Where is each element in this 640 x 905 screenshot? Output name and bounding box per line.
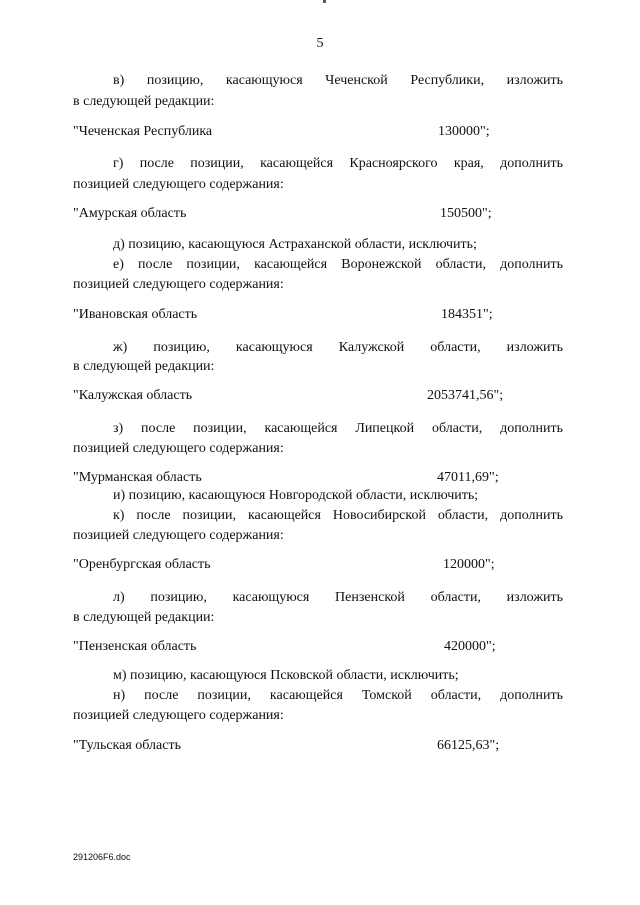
entry-chechen-value: 130000"; xyxy=(438,124,490,139)
entry-ivanovo-name: "Ивановская область xyxy=(73,307,198,322)
entry-murmansk-value: 47011,69"; xyxy=(437,470,499,485)
entry-chechen-name: "Чеченская Республика xyxy=(73,124,213,139)
entry-penza-name: "Пензенская область xyxy=(73,639,197,654)
paragraph-n-line-1: н) после позиции, касающейся Томской области, дополнить xyxy=(113,688,563,703)
paragraph-v-line-2: в следующей редакции: xyxy=(73,94,215,109)
entry-tula-name: "Тульская область xyxy=(73,738,181,753)
scan-speck xyxy=(323,0,326,3)
paragraph-n-line-2: позицией следующего содержания: xyxy=(73,708,284,723)
entry-tula-value: 66125,63"; xyxy=(437,738,500,753)
paragraph-l-line-1: л) позицию, касающуюся Пензенской области, изложить xyxy=(113,590,563,605)
paragraph-v-line-1: в) позицию, касающуюся Чеченской Республики, изложить xyxy=(113,73,563,88)
entry-amur-name: "Амурская область xyxy=(73,206,187,221)
paragraph-z-line-2: позицией следующего содержания: xyxy=(73,441,284,456)
entry-amur-value: 150500"; xyxy=(440,206,492,221)
entry-murmansk-name: "Мурманская область xyxy=(73,470,202,485)
paragraph-k-line-1: к) после позиции, касающейся Новосибирской области, дополнить xyxy=(113,508,563,523)
entry-kaluga-name: "Калужская область xyxy=(73,388,193,403)
page-number: 5 xyxy=(316,36,324,51)
paragraph-e-line-2: позицией следующего содержания: xyxy=(73,277,284,292)
paragraph-l-line-2: в следующей редакции: xyxy=(73,610,215,625)
entry-orenburg-value: 120000"; xyxy=(443,557,495,572)
paragraph-zh-line-2: в следующей редакции: xyxy=(73,359,215,374)
paragraph-d-line-1: д) позицию, касающуюся Астраханской области, исключить; xyxy=(113,237,477,252)
paragraph-z-line-1: з) после позиции, касающейся Липецкой области, дополнить xyxy=(113,421,563,436)
paragraph-g-line-1: г) после позиции, касающейся Красноярского края, дополнить xyxy=(113,156,563,171)
entry-ivanovo-value: 184351"; xyxy=(441,307,493,322)
entry-orenburg-name: "Оренбургская область xyxy=(73,557,211,572)
paragraph-zh-line-1: ж) позицию, касающуюся Калужской области, изложить xyxy=(113,340,563,355)
entry-kaluga-value: 2053741,56"; xyxy=(427,388,504,403)
entry-penza-value: 420000"; xyxy=(444,639,496,654)
paragraph-k-line-2: позицией следующего содержания: xyxy=(73,528,284,543)
paragraph-e-line-1: е) после позиции, касающейся Воронежской области, дополнить xyxy=(113,257,563,272)
paragraph-g-line-2: позицией следующего содержания: xyxy=(73,177,284,192)
paragraph-i-line-1: и) позицию, касающуюся Новгородской области, исключить; xyxy=(113,488,479,503)
paragraph-m-line-1: м) позицию, касающуюся Псковской области, исключить; xyxy=(113,668,459,683)
footer-filename: 291206F6.doc xyxy=(73,852,131,862)
